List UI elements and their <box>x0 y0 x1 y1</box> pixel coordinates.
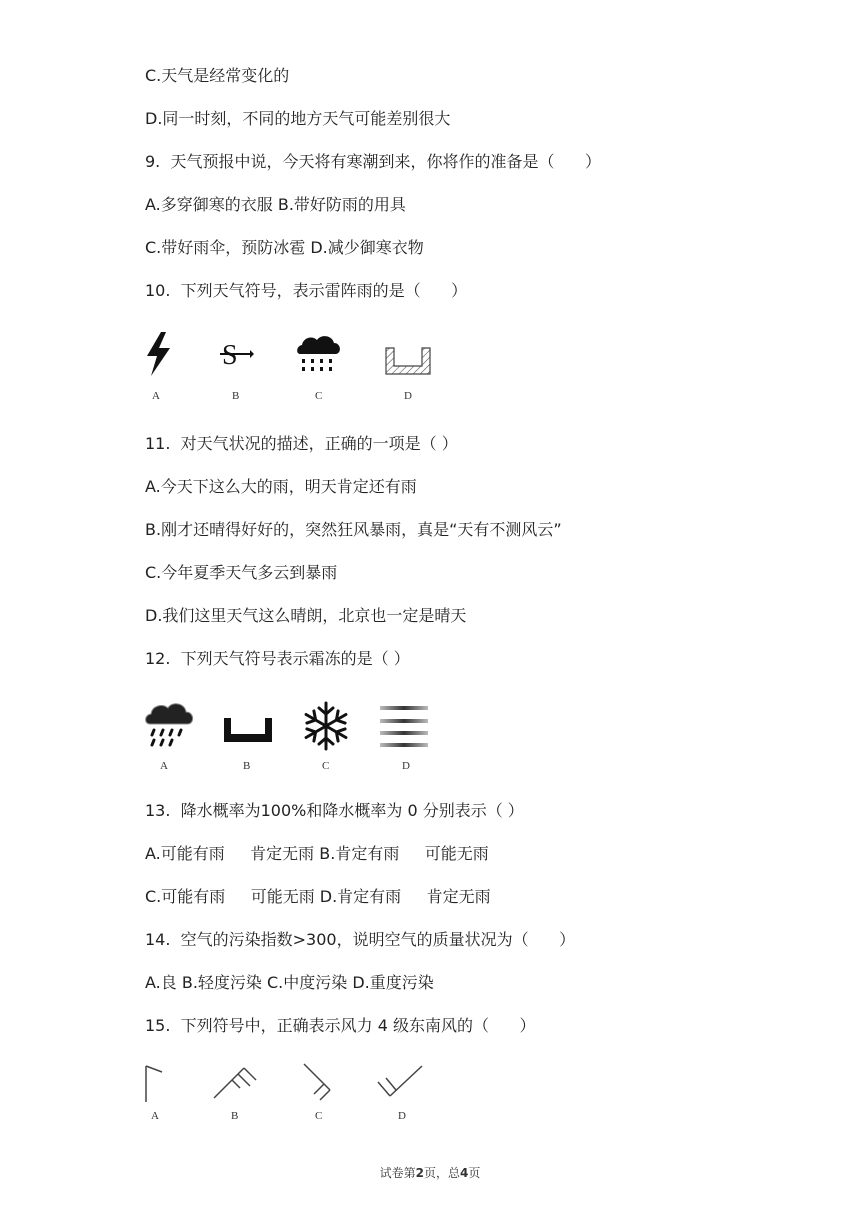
page-footer <box>0 1164 860 1181</box>
q10-label-a: A <box>152 390 160 402</box>
options-q14: A.良 B.轻度污染 C.中度污染 D.重度污染 <box>145 973 434 992</box>
rain-cloud-icon <box>142 700 196 752</box>
q10-label-d: D <box>404 390 412 402</box>
q10-symbol-row <box>140 332 480 402</box>
wind-barb-icon <box>210 1060 262 1104</box>
q12-label-a: A <box>160 760 168 772</box>
option-c-q11: C.今年夏季天气多云到暴雨 <box>145 563 338 582</box>
rain-cloud-icon <box>294 332 344 376</box>
option-d-q8: D.同一时刻，不同的地方天气可能差别很大 <box>145 109 451 128</box>
option-d-q11: D.我们这里天气这么晴朗，北京也一定是晴天 <box>145 606 467 625</box>
q15-label-b: B <box>231 1110 239 1122</box>
q12-symbol-row <box>140 700 480 770</box>
footer-prefix: 试卷第 <box>379 1166 416 1180</box>
q12-label-d: D <box>402 760 410 772</box>
footer-page-number: 2 <box>415 1166 424 1180</box>
fog-icon <box>380 704 428 748</box>
footer-total-pages: 4 <box>460 1166 469 1180</box>
options-ab-q9: A.多穿御寒的衣服 B.带好防雨的用具 <box>145 195 406 214</box>
q15-label-a: A <box>151 1110 159 1122</box>
question-13: 13. 降水概率为100%和降水概率为 0 分别表示（ ） <box>145 801 524 820</box>
footer-suffix: 页 <box>468 1166 481 1180</box>
question-11: 11. 对天气状况的描述，正确的一项是（ ） <box>145 434 458 453</box>
option-c-q8: C.天气是经常变化的 <box>145 66 290 85</box>
lightning-icon <box>144 332 172 376</box>
snowflake-icon <box>300 700 352 752</box>
options-cd-q13: C.可能有雨 可能无雨 D.肯定有雨 肯定无雨 <box>145 887 491 906</box>
question-9: 9. 天气预报中说，今天将有寒潮到来，你将作的准备是（ ） <box>145 152 601 171</box>
question-15: 15. 下列符号中，正确表示风力 4 级东南风的（ ） <box>145 1016 536 1035</box>
option-a-q11: A.今天下这么大的雨，明天肯定还有雨 <box>145 477 417 496</box>
svg-text:S: S <box>222 340 238 371</box>
q15-label-c: C <box>315 1110 323 1122</box>
frost-icon <box>384 346 432 376</box>
q10-label-c: C <box>315 390 323 402</box>
frost-icon <box>222 714 274 744</box>
wind-barb-icon <box>300 1060 340 1104</box>
sandstorm-icon <box>218 336 254 372</box>
q10-label-b: B <box>232 390 240 402</box>
footer-middle: 页，总 <box>423 1166 460 1180</box>
options-ab-q13: A.可能有雨 肯定无雨 B.肯定有雨 可能无雨 <box>145 844 489 863</box>
question-10: 10. 下列天气符号，表示雷阵雨的是（ ） <box>145 281 468 300</box>
question-12: 12. 下列天气符号表示霜冻的是（ ） <box>145 649 410 668</box>
q15-symbol-row <box>140 1060 480 1130</box>
question-14: 14. 空气的污染指数>300，说明空气的质量状况为（ ） <box>145 930 576 949</box>
wind-barb-icon <box>140 1060 170 1104</box>
option-b-q11: B.刚才还晴得好好的，突然狂风暴雨，真是“天有不测风云” <box>145 520 562 539</box>
q12-label-c: C <box>322 760 330 772</box>
q12-label-b: B <box>243 760 251 772</box>
q15-label-d: D <box>398 1110 406 1122</box>
options-cd-q9: C.带好雨伞，预防冰雹 D.减少御寒衣物 <box>145 238 424 257</box>
wind-barb-icon <box>376 1060 428 1104</box>
